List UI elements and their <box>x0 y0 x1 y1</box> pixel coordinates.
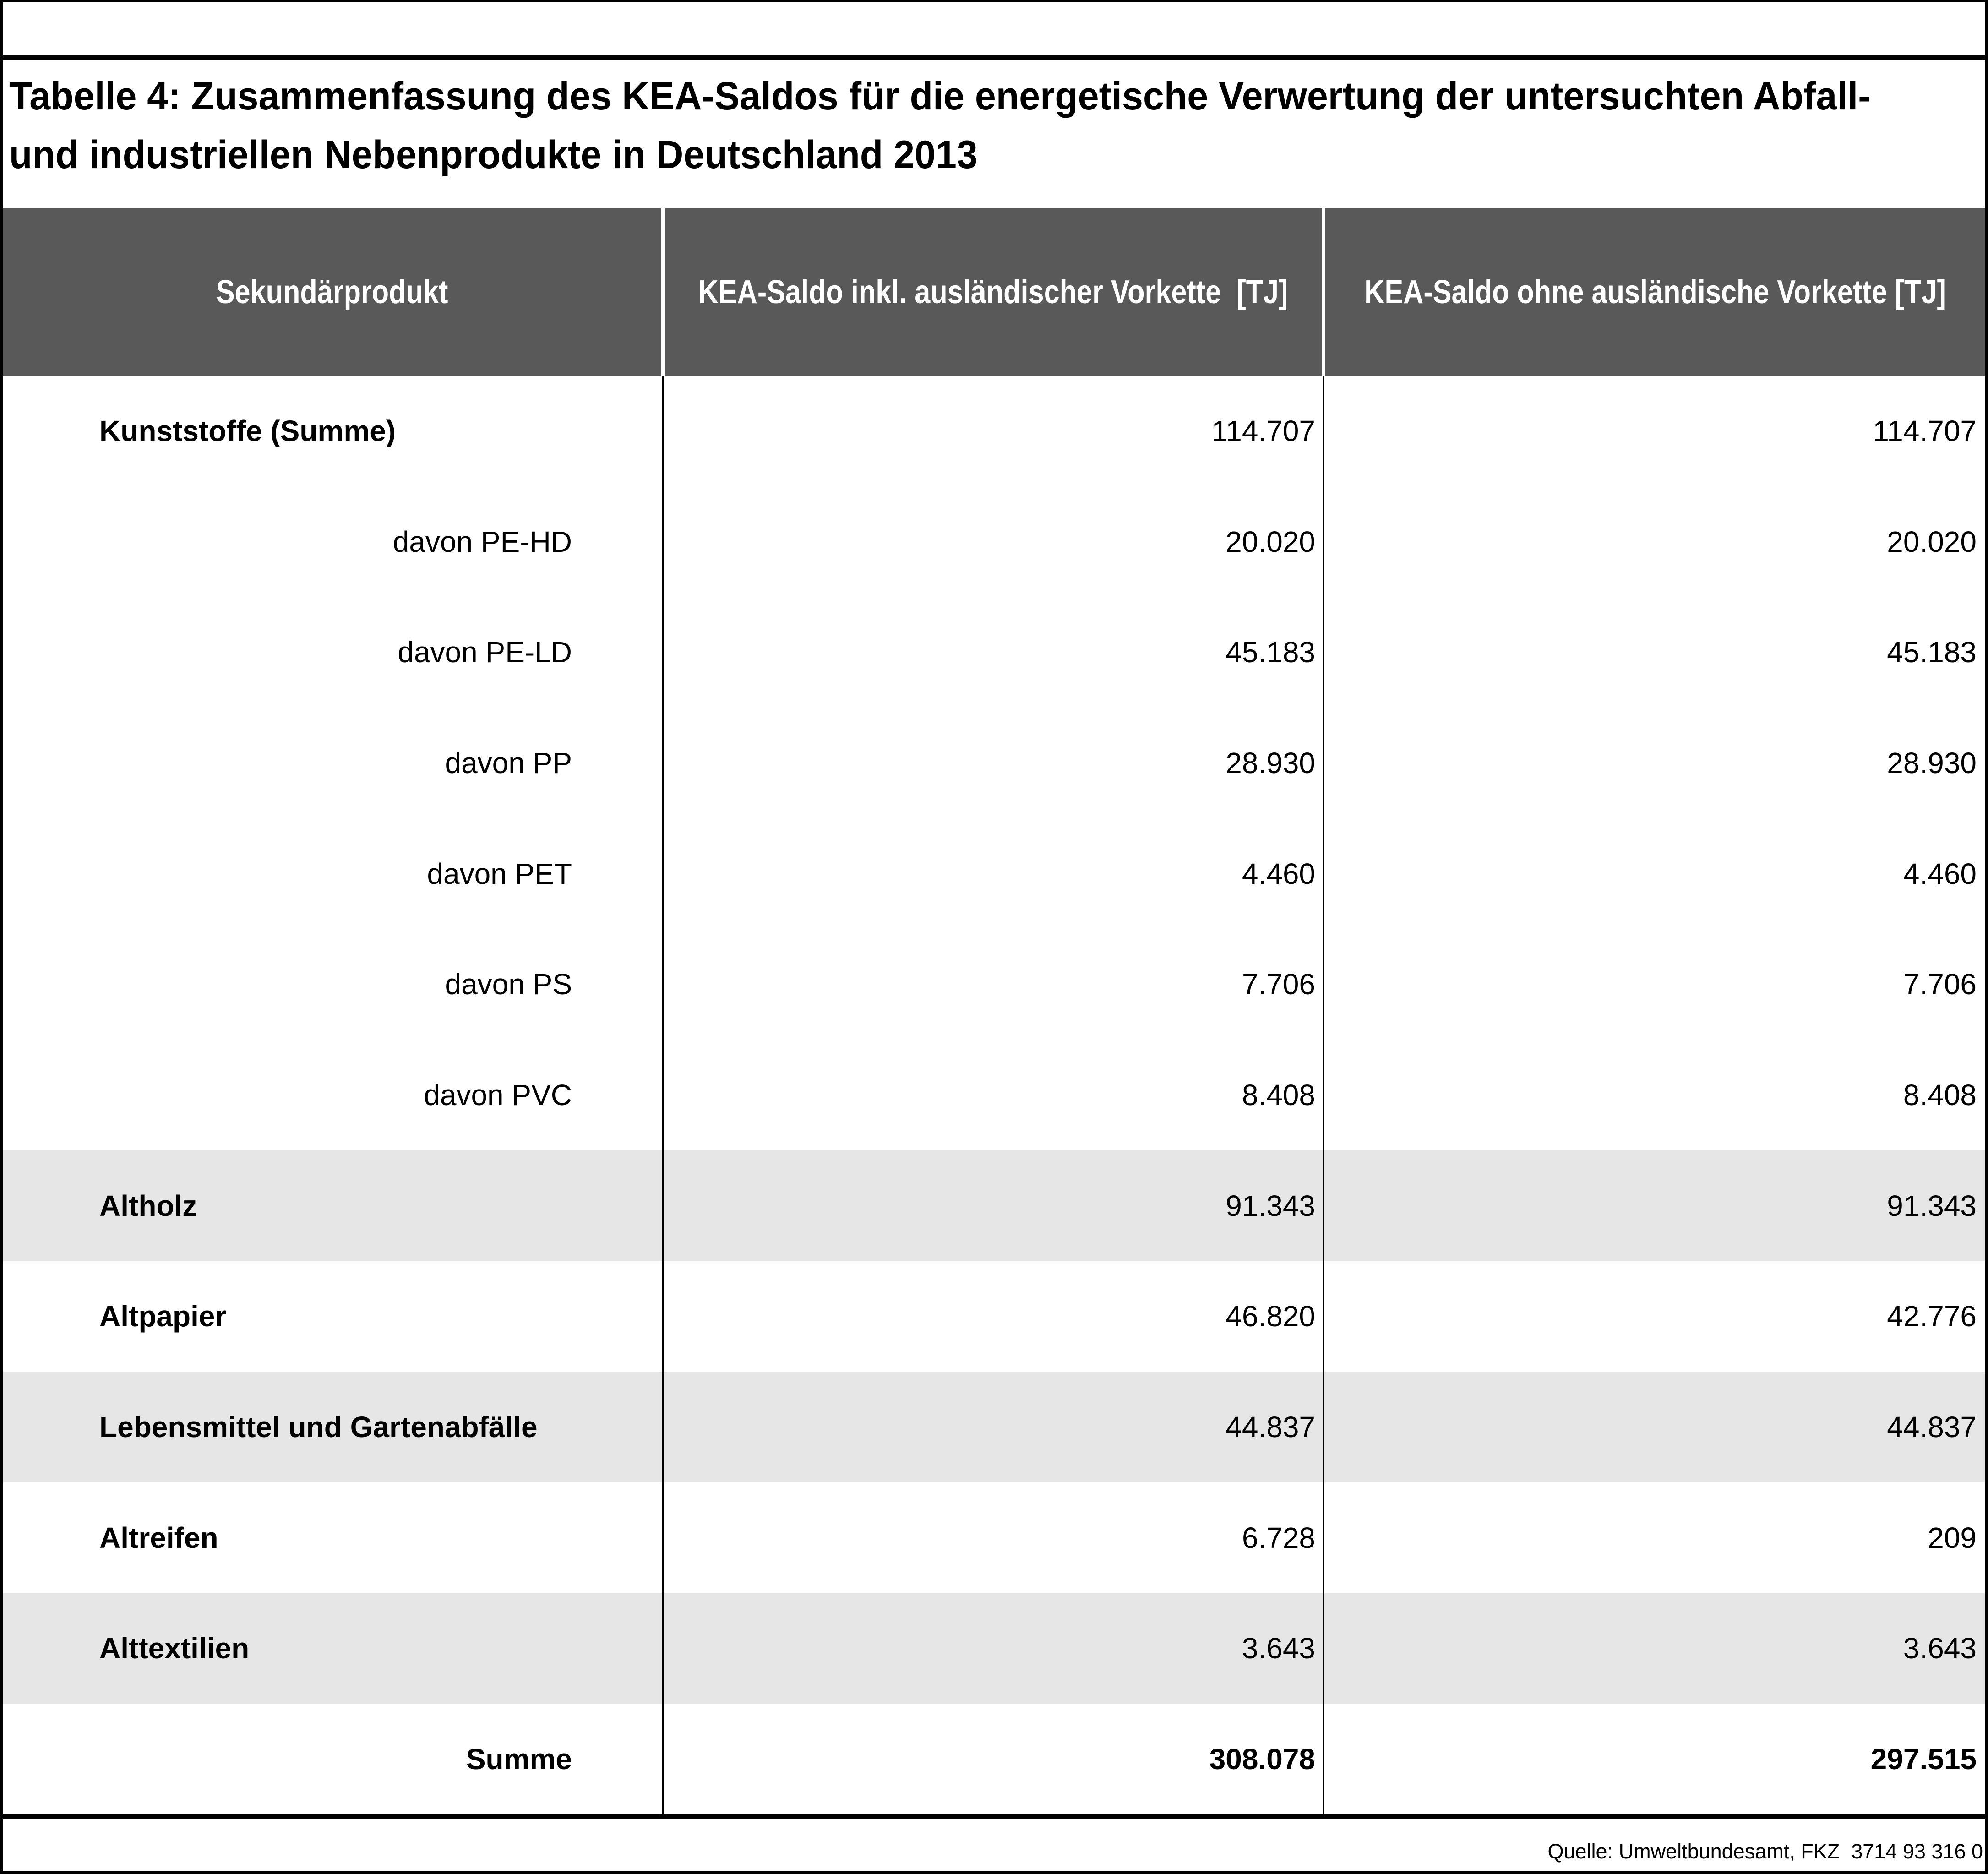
row-label: Lebensmittel und Gartenabfälle <box>99 1411 538 1444</box>
value-kea-excl: 91.343 <box>1323 1150 1985 1261</box>
table-header-row <box>3 208 1985 376</box>
row-label: davon PS <box>445 968 572 1001</box>
row-label: Altholz <box>99 1189 197 1222</box>
value-kea-incl: 114.707 <box>662 376 1323 486</box>
value-kea-excl: 209 <box>1323 1482 1985 1593</box>
row-label: Altreifen <box>99 1521 218 1554</box>
value-kea-excl: 3.643 <box>1323 1593 1985 1704</box>
value-kea-incl: 45.183 <box>662 597 1323 708</box>
table-row <box>3 1482 1985 1593</box>
page-border-left <box>0 0 3 1874</box>
value-kea-excl: 28.930 <box>1323 708 1985 818</box>
header-gap <box>1322 208 1325 376</box>
value-kea-incl: 8.408 <box>662 1040 1323 1150</box>
column-header-label: KEA-Saldo inkl. ausländischer Vorkette [TJ] <box>698 273 1288 311</box>
row-label: davon PET <box>427 857 572 890</box>
column-header-kea-excl <box>1325 208 1985 376</box>
value-kea-excl: 45.183 <box>1323 597 1985 708</box>
value-kea-excl: 297.515 <box>1323 1704 1985 1814</box>
value-kea-incl: 91.343 <box>662 1150 1323 1261</box>
row-label: davon PVC <box>424 1078 572 1111</box>
table-title <box>9 67 1983 184</box>
column-header-label: KEA-Saldo ohne ausländische Vorkette [TJ] <box>1364 273 1946 311</box>
table-row <box>3 1040 1985 1150</box>
table-row <box>3 597 1985 708</box>
value-kea-excl: 8.408 <box>1323 1040 1985 1150</box>
column-header-sekundaerprodukt <box>3 208 661 376</box>
column-header-label: Sekundärprodukt <box>216 273 448 311</box>
header-gap <box>661 208 665 376</box>
top-rule <box>3 55 1985 60</box>
table-bottom-rule <box>3 1814 1985 1819</box>
row-label: Kunststoffe (Summe) <box>99 414 396 447</box>
table-row <box>3 929 1985 1040</box>
value-kea-incl: 7.706 <box>662 929 1323 1040</box>
table-body <box>3 376 1985 1814</box>
table-row <box>3 818 1985 929</box>
table-title-line1: Tabelle 4: Zusammenfassung des KEA-Saldos für die energetische Verwertung der untersuchten Abfall- <box>9 74 1871 118</box>
row-label: Alttextilien <box>99 1632 250 1665</box>
page-border-right <box>1985 0 1988 1874</box>
table-row <box>3 1150 1985 1261</box>
row-label: davon PE-LD <box>398 636 572 669</box>
value-kea-incl: 3.643 <box>662 1593 1323 1704</box>
value-kea-excl: 42.776 <box>1323 1261 1985 1372</box>
value-kea-excl: 7.706 <box>1323 929 1985 1040</box>
page-border-bottom <box>0 1871 1988 1874</box>
table-row-total <box>3 1704 1985 1814</box>
source-note: Quelle: Umweltbundesamt, FKZ 3714 93 316 0 <box>1547 1840 1983 1863</box>
table-row <box>3 1593 1985 1704</box>
value-kea-incl: 44.837 <box>662 1372 1323 1482</box>
table-row <box>3 486 1985 597</box>
value-kea-excl: 44.837 <box>1323 1372 1985 1482</box>
table-row <box>3 1372 1985 1482</box>
value-kea-excl: 114.707 <box>1323 376 1985 486</box>
table-row <box>3 376 1985 486</box>
value-kea-incl: 20.020 <box>662 486 1323 597</box>
row-label: Summe <box>466 1743 572 1776</box>
column-header-kea-incl <box>665 208 1322 376</box>
value-kea-excl: 4.460 <box>1323 818 1985 929</box>
value-kea-incl: 6.728 <box>662 1482 1323 1593</box>
value-kea-incl: 4.460 <box>662 818 1323 929</box>
table-row <box>3 708 1985 818</box>
value-kea-incl: 308.078 <box>662 1704 1323 1814</box>
value-kea-incl: 28.930 <box>662 708 1323 818</box>
table-row <box>3 1261 1985 1372</box>
value-kea-excl: 20.020 <box>1323 486 1985 597</box>
row-label: davon PP <box>445 746 572 779</box>
row-label: Altpapier <box>99 1300 227 1333</box>
value-kea-incl: 46.820 <box>662 1261 1323 1372</box>
row-label: davon PE-HD <box>392 525 572 558</box>
table-title-line2: und industriellen Nebenprodukte in Deutschland 2013 <box>9 133 978 177</box>
page-top-edge-line <box>0 0 1988 2</box>
